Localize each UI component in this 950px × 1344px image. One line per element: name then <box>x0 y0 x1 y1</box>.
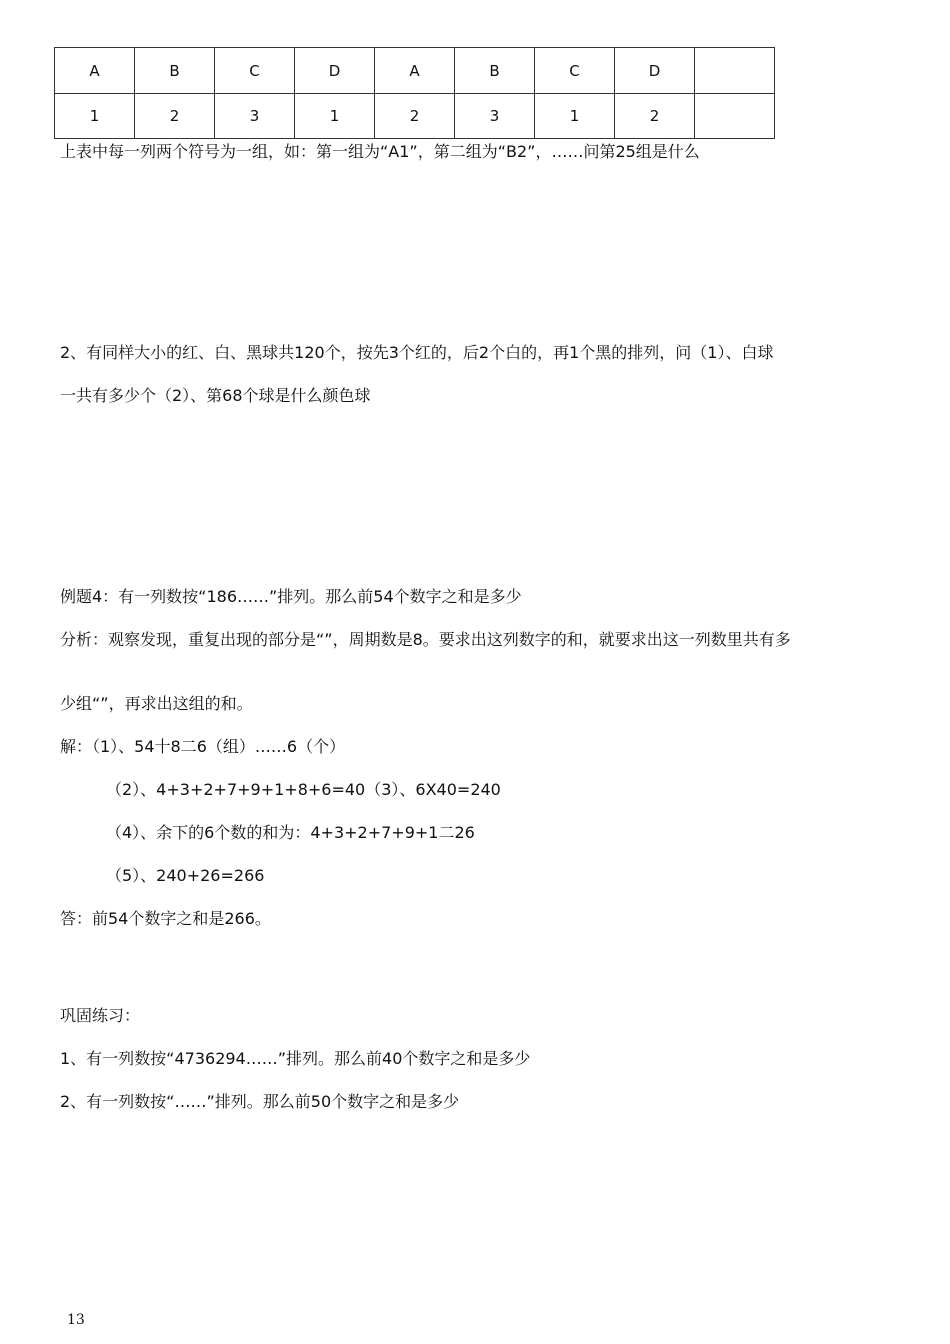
table-cell: 3 <box>455 94 535 139</box>
table-cell: C <box>535 48 615 94</box>
analysis-text-line-2: 少组“”，再求出这组的和。 <box>60 694 253 713</box>
solution-step-4: （4）、余下的6个数的和为：4+3+2+7+9+1二26 <box>106 823 475 842</box>
table-cell: 2 <box>135 94 215 139</box>
practice-question-1: 1、有一列数按“4736294……”排列。那么前40个数字之和是多少 <box>60 1049 531 1068</box>
table-cell: B <box>135 48 215 94</box>
solution-step-2: （2）、4+3+2+7+9+1+8+6=40（3）、6X40=240 <box>106 780 501 799</box>
table-cell: D <box>295 48 375 94</box>
question-2-text-line-2: 一共有多少个（2）、第68个球是什么颜色球 <box>60 386 371 405</box>
page-number: 13 <box>67 1312 85 1328</box>
example-4-text: 例题4：有一列数按“186……”排列。那么前54个数字之和是多少 <box>60 587 522 606</box>
table-cell: 3 <box>215 94 295 139</box>
table-cell: B <box>455 48 535 94</box>
practice-heading: 巩固练习： <box>60 1006 141 1025</box>
table-cell <box>695 94 775 139</box>
analysis-text-line-1: 分析：观察发现，重复出现的部分是“”，周期数是8。要求出这列数字的和，就要求出这一列数里共有多 <box>60 630 791 649</box>
table-cell <box>695 48 775 94</box>
symbol-table <box>54 47 775 139</box>
table-cell: C <box>215 48 295 94</box>
table-cell: 1 <box>535 94 615 139</box>
solution-step-1: 解：（1）、54十8二6（组）……6（个） <box>60 737 346 756</box>
practice-question-2: 2、有一列数按“……”排列。那么前50个数字之和是多少 <box>60 1092 460 1111</box>
question-1-text: 上表中每一列两个符号为一组，如：第一组为“A1”，第二组为“B2”，……问第25组是什么 <box>60 142 700 161</box>
table-cell: 2 <box>615 94 695 139</box>
table-cell: D <box>615 48 695 94</box>
table-cell: A <box>55 48 135 94</box>
table-row <box>55 94 775 139</box>
table-cell: 2 <box>375 94 455 139</box>
table-cell: A <box>375 48 455 94</box>
solution-step-5: （5）、240+26=266 <box>106 866 265 885</box>
answer-text: 答：前54个数字之和是266。 <box>60 909 271 928</box>
question-2-text-line-1: 2、有同样大小的红、白、黑球共120个，按先3个红的，后2个白的，再1个黑的排列，问（1）、白球 <box>60 343 774 362</box>
table-cell: 1 <box>55 94 135 139</box>
table-cell: 1 <box>295 94 375 139</box>
table-row <box>55 48 775 94</box>
